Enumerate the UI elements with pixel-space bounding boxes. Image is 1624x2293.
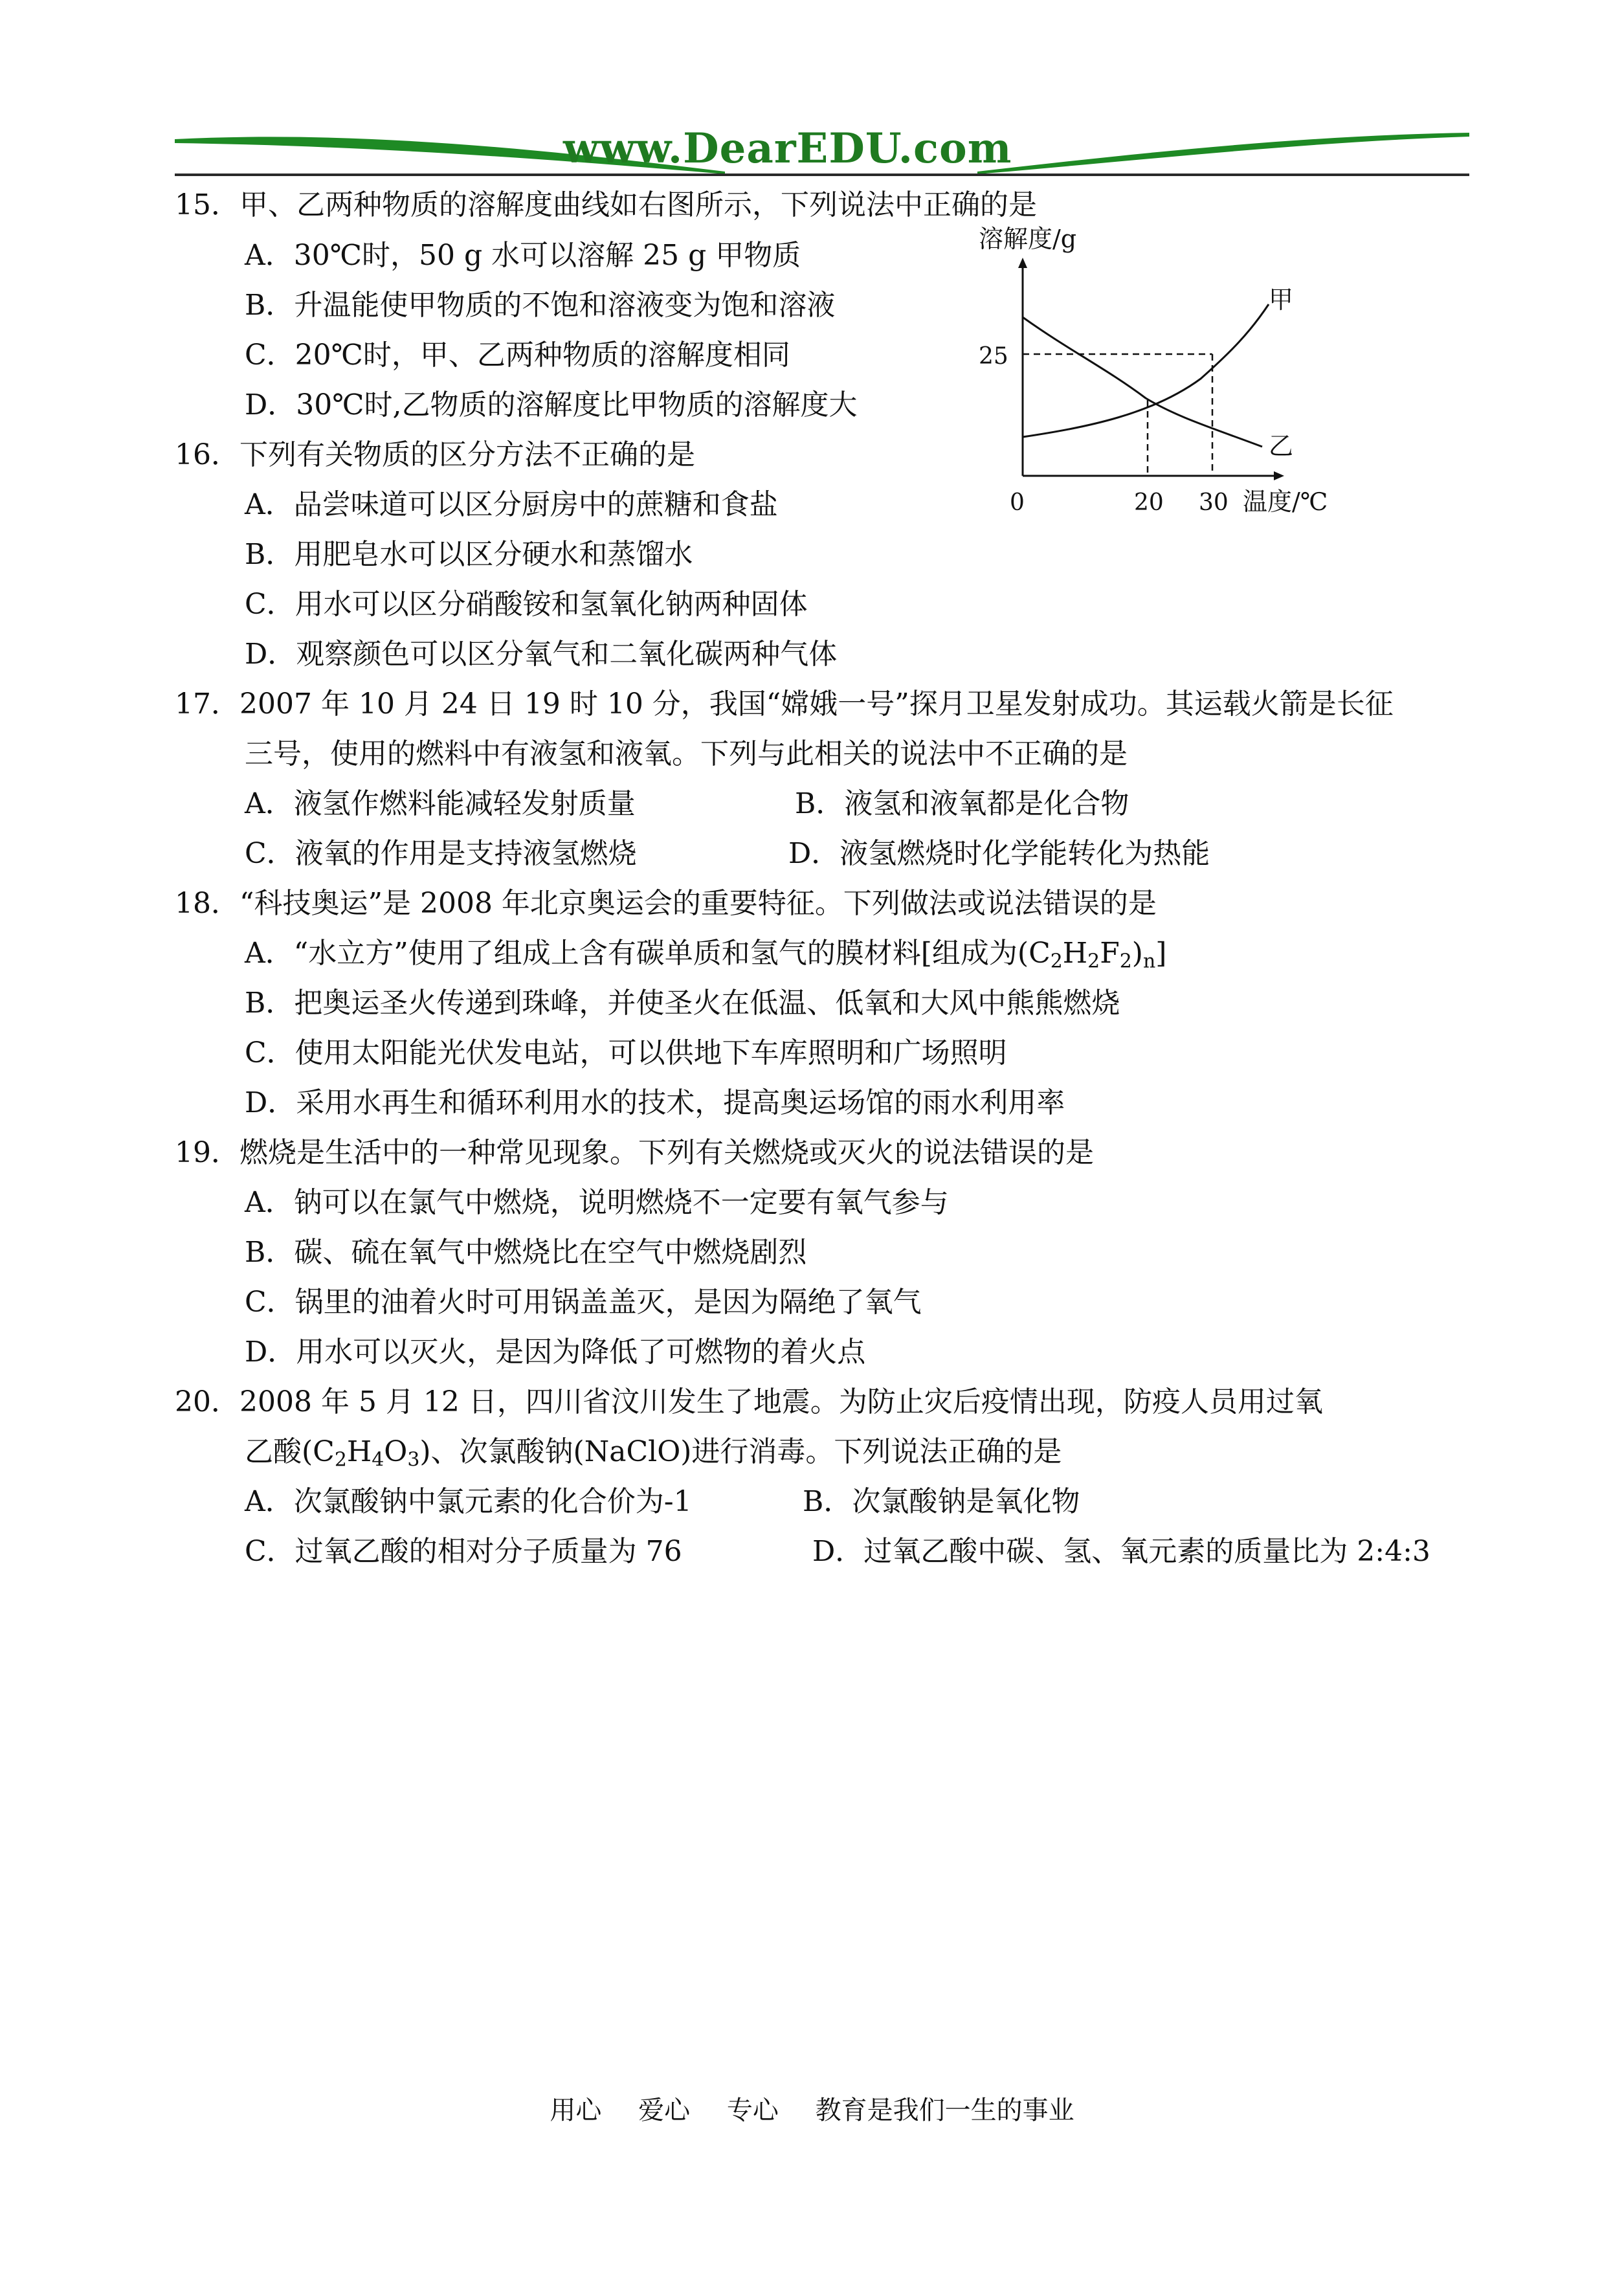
- footer-slogan-3: 专心: [726, 2096, 779, 2125]
- question-15-option-b: B．升温能使甲物质的不饱和溶液变为饱和溶液: [245, 289, 836, 322]
- question-17-stem: 17．2007 年 10 月 24 日 19 时 10 分，我国“嫦娥一号”探月卫星发射成功。其运载火箭是长征: [175, 688, 1394, 721]
- y-axis-arrow: [1018, 258, 1027, 268]
- question-16-stem: 16．下列有关物质的区分方法不正确的是: [175, 438, 695, 471]
- question-16-option-d: D．观察颜色可以区分氧气和二氧化碳两种气体: [245, 638, 838, 671]
- question-17-option-a: A．液氢作燃料能减轻发射质量: [245, 787, 636, 820]
- curve-jia-label: 甲: [1269, 285, 1294, 314]
- question-20-option-d: D．过氧乙酸中碳、氢、氧元素的质量比为 2:4:3: [812, 1535, 1430, 1568]
- y-axis-label: 溶解度/g: [979, 225, 1077, 253]
- origin-label: 0: [1010, 489, 1025, 516]
- question-20-option-c: C．过氧乙酸的相对分子质量为 76: [245, 1535, 682, 1568]
- question-15-stem: 15．甲、乙两种物质的溶解度曲线如右图所示，下列说法中正确的是: [175, 188, 1037, 221]
- x-tick-30: 30: [1199, 489, 1229, 516]
- question-18-option-c: C．使用太阳能光伏发电站，可以供地下车库照明和广场照明: [245, 1036, 1007, 1069]
- footer-slogan-1: 用心: [550, 2096, 602, 2125]
- question-19-option-a: A．钠可以在氯气中燃烧，说明燃烧不一定要有氧气参与: [245, 1186, 949, 1219]
- question-15-option-d: D．30℃时,乙物质的溶解度比甲物质的溶解度大: [245, 388, 858, 421]
- question-20-option-a: A．次氯酸钠中氯元素的化合价为-1: [245, 1485, 692, 1518]
- page-footer: [0, 2090, 1624, 2127]
- solubility-curve-figure: [958, 220, 1385, 531]
- question-16-option-b: B．用肥皂水可以区分硬水和蒸馏水: [245, 538, 693, 571]
- question-18-stem: 18．“科技奥运”是 2008 年北京奥运会的重要特征。下列做法或说法错误的是: [175, 887, 1157, 920]
- x-axis-label: 温度/℃: [1243, 487, 1328, 516]
- question-19-option-b: B．碳、硫在氧气中燃烧比在空气中燃烧剧烈: [245, 1236, 807, 1269]
- x-axis-arrow: [1274, 471, 1284, 480]
- question-19-option-c: C．锅里的油着火时可用锅盖盖灭，是因为隔绝了氧气: [245, 1286, 922, 1319]
- question-20-stem-cont: 乙酸$(C_2H_4O_3)$、次氯酸钠(NaClO)进行消毒。下列说法正确的是: [245, 1435, 1062, 1471]
- question-20-option-b: B．次氯酸钠是氧化物: [803, 1485, 1080, 1518]
- question-15-option-a: A．30℃时，50 g 水可以溶解 25 g 甲物质: [245, 239, 801, 272]
- footer-slogan-2: 爱心: [638, 2096, 691, 2125]
- footer-slogan-4: 教育是我们一生的事业: [815, 2096, 1074, 2125]
- question-17-stem-cont: 三号，使用的燃料中有液氢和液氧。下列与此相关的说法中不正确的是: [245, 737, 1128, 770]
- question-18-option-d: D．采用水再生和循环利用水的技术，提高奥运场馆的雨水利用率: [245, 1086, 1065, 1119]
- x-tick-20: 20: [1134, 489, 1164, 516]
- question-16-option-c: C．用水可以区分硝酸铵和氢氧化钠两种固体: [245, 588, 808, 621]
- curve-yi: [1023, 317, 1262, 447]
- question-17-option-b: B．液氢和液氧都是化合物: [795, 787, 1129, 820]
- question-15-option-c: C．20℃时，甲、乙两种物质的溶解度相同: [245, 339, 790, 372]
- question-19-stem: 19．燃烧是生活中的一种常见现象。下列有关燃烧或灭火的说法错误的是: [175, 1136, 1094, 1169]
- curve-yi-label: 乙: [1269, 432, 1294, 460]
- y-tick-25: 25: [979, 343, 1008, 370]
- question-19-option-d: D．用水可以灭火，是因为降低了可燃物的着火点: [245, 1336, 866, 1369]
- question-17-option-d: D．液氢燃烧时化学能转化为热能: [788, 837, 1210, 870]
- question-18-option-a: A．“水立方”使用了组成上含有碳单质和氢气的膜材料[组成为$(C_2H_2F_2)_n$]: [245, 937, 1167, 973]
- question-18-option-b: B．把奥运圣火传递到珠峰，并使圣火在低温、低氧和大风中熊熊燃烧: [245, 987, 1120, 1020]
- question-17-option-c: C．液氧的作用是支持液氢燃烧: [245, 837, 637, 870]
- question-20-stem: 20．2008 年 5 月 12 日，四川省汶川发生了地震。为防止灾后疫情出现，防疫人员用过氧: [175, 1385, 1323, 1418]
- site-logo: www.DearEDU.com: [563, 124, 1012, 173]
- question-16-option-a: A．品尝味道可以区分厨房中的蔗糖和食盐: [245, 488, 778, 521]
- curve-jia: [1023, 304, 1269, 437]
- header-rule: [175, 173, 1469, 176]
